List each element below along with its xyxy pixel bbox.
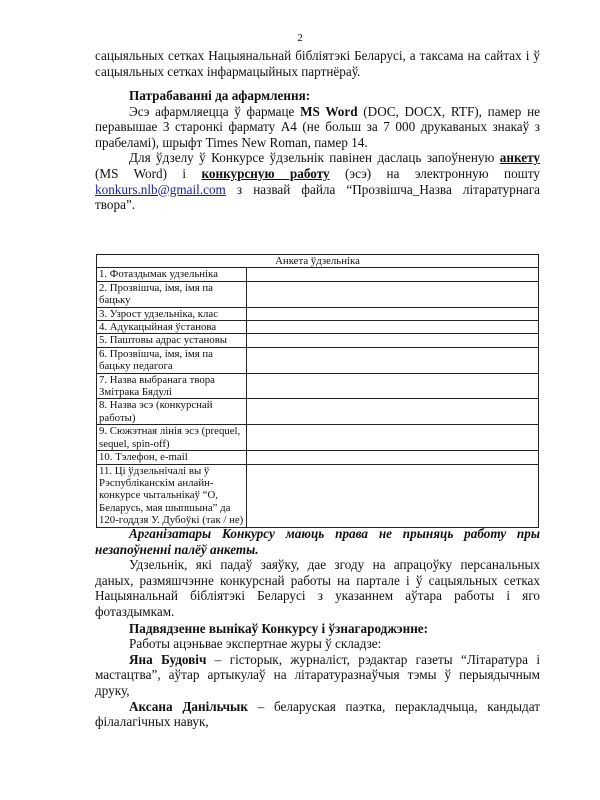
participant-form-table bbox=[96, 254, 539, 528]
results-heading bbox=[95, 621, 540, 637]
form-row-value[interactable] bbox=[247, 373, 539, 399]
form-row-value[interactable] bbox=[247, 334, 539, 347]
form-row-value[interactable] bbox=[247, 399, 539, 425]
form-row-label: 11. Ці ўдзельнічалі вы ў Рэспубліканскім анлайн-конкурсе чытальнікаў “О, Беларусь, мая шыпшына” да 120-годдзя У. Дубоўкі (так / не) bbox=[97, 464, 247, 527]
form-row-label: 6. Прозвішча, імя, імя па бацьку педагога bbox=[97, 347, 247, 373]
form-row bbox=[97, 425, 539, 451]
jury-member-name: Яна Будовіч bbox=[129, 651, 207, 667]
requirements-heading-text: Патрабаванні да афармлення: bbox=[129, 88, 311, 103]
form-row-value[interactable] bbox=[247, 268, 539, 281]
email-link[interactable]: konkurs.nlb@gmail.com bbox=[95, 181, 226, 197]
jury-member-desc: – беларуская паэтка, перакладчыца, кандыдат філалагічных навук, bbox=[95, 698, 540, 730]
notice-paragraph bbox=[95, 526, 540, 557]
intro-text: сацыяльных сетках Нацыянальнай бібліятэкі Беларусі, а таксама на сайтах і ў сацыяльных сетках інфармацыйных партнёраў. bbox=[95, 48, 540, 79]
form-row bbox=[97, 307, 539, 320]
submit-text-c: (MS Word) і bbox=[95, 165, 202, 181]
form-row bbox=[97, 281, 539, 307]
jury-member bbox=[95, 699, 540, 730]
form-row-label: 3. Узрост удзельніка, клас bbox=[97, 307, 247, 320]
work-link[interactable]: конкурсную работу bbox=[201, 165, 330, 181]
requirements-submission-paragraph bbox=[95, 150, 540, 212]
submit-text-f: з назвай файла “Прозвішча_Назва літаратурнага твора”. bbox=[95, 181, 540, 213]
jury-member-desc: – гісторык, журналіст, рэдактар газеты “Літаратура і мастацтва”, аўтар артыкулаў на літаратуразнаўчыя тэмы ў перыядычным друку, bbox=[95, 651, 540, 698]
consent-paragraph: Удзельнік, які падаў заяўку, дае згоду на апрацоўку персанальных даных, размяшчэнне конкурснай работы на партале і ў сацыяльных сетках Нацыянальнай бібліятэкі Беларусі з указаннем аўтара работы і яго фотаздымкам. bbox=[95, 557, 540, 619]
form-link[interactable]: анкету bbox=[499, 150, 540, 166]
form-row-label: 2. Прозвішча, імя, імя па бацьку bbox=[97, 281, 247, 307]
form-row-value[interactable] bbox=[247, 425, 539, 451]
form-row-label: 10. Тэлефон, e-mail bbox=[97, 451, 247, 464]
form-row-label: 5. Паштовы адрас установы bbox=[97, 334, 247, 347]
submit-text-e: (эсэ) на электронную пошту bbox=[329, 165, 540, 181]
form-row-value[interactable] bbox=[247, 347, 539, 373]
intro-paragraph bbox=[95, 48, 540, 79]
submit-text-a: Для ўдзелу ў Конкурсе ўдзельнік павінен даслаць запоўненую bbox=[129, 150, 500, 166]
jury-list bbox=[95, 652, 540, 730]
form-row bbox=[97, 268, 539, 281]
form-header-row bbox=[97, 255, 539, 268]
format-text-bold: MS Word bbox=[300, 103, 358, 119]
form-row bbox=[97, 373, 539, 399]
jury-member-name: Аксана Данільчык bbox=[129, 698, 248, 714]
form-title: Анкета ўдзельніка bbox=[97, 255, 539, 268]
results-heading-text: Падвядзенне вынікаў Конкурсу і ўзнагароджэнне: bbox=[129, 620, 429, 636]
form-row bbox=[97, 399, 539, 425]
requirements-format-paragraph bbox=[95, 104, 540, 151]
page-number: 2 bbox=[297, 32, 303, 44]
lower-section bbox=[95, 526, 540, 730]
form-row-label: 8. Назва эсэ (конкурснай работы) bbox=[97, 399, 247, 425]
format-text-a: Эсэ афармляецца ў фармаце bbox=[129, 103, 301, 119]
format-text-c: (DOC, DOCX, RTF), памер не перавышае 3 старонкі фармату А4 (не больш за 7 000 друкаваных знакаў з прабеламі), шрыфт Times New Roman, памер 14. bbox=[95, 103, 540, 150]
form-row bbox=[97, 321, 539, 334]
form-row bbox=[97, 451, 539, 464]
jury-member bbox=[95, 652, 540, 699]
form-row bbox=[97, 464, 539, 527]
form-row bbox=[97, 334, 539, 347]
form-row-value[interactable] bbox=[247, 281, 539, 307]
requirements-section bbox=[95, 88, 540, 213]
form-row-label: 1. Фотаздымак удзельніка bbox=[97, 268, 247, 281]
notice-text: Арганізатары Конкурсу маюць права не прыняць работу пры незапоўненні палёў анкеты. bbox=[95, 526, 540, 557]
form-row-label: 7. Назва выбранага твора Змітрака Бядулі bbox=[97, 373, 247, 399]
form-row-label: 9. Сюжэтная лінія эсэ (prequel, sequel, spin-off) bbox=[97, 425, 247, 451]
results-intro: Работы ацэньвае экспертнае журы ў складзе: bbox=[129, 636, 382, 652]
form-row-value[interactable] bbox=[247, 451, 539, 464]
requirements-heading bbox=[95, 88, 540, 104]
form-row bbox=[97, 347, 539, 373]
form-row-value[interactable] bbox=[247, 464, 539, 527]
form-row-value[interactable] bbox=[247, 321, 539, 334]
form-row-label: 4. Адукацыйная ўстанова bbox=[97, 321, 247, 334]
form-row-value[interactable] bbox=[247, 307, 539, 320]
